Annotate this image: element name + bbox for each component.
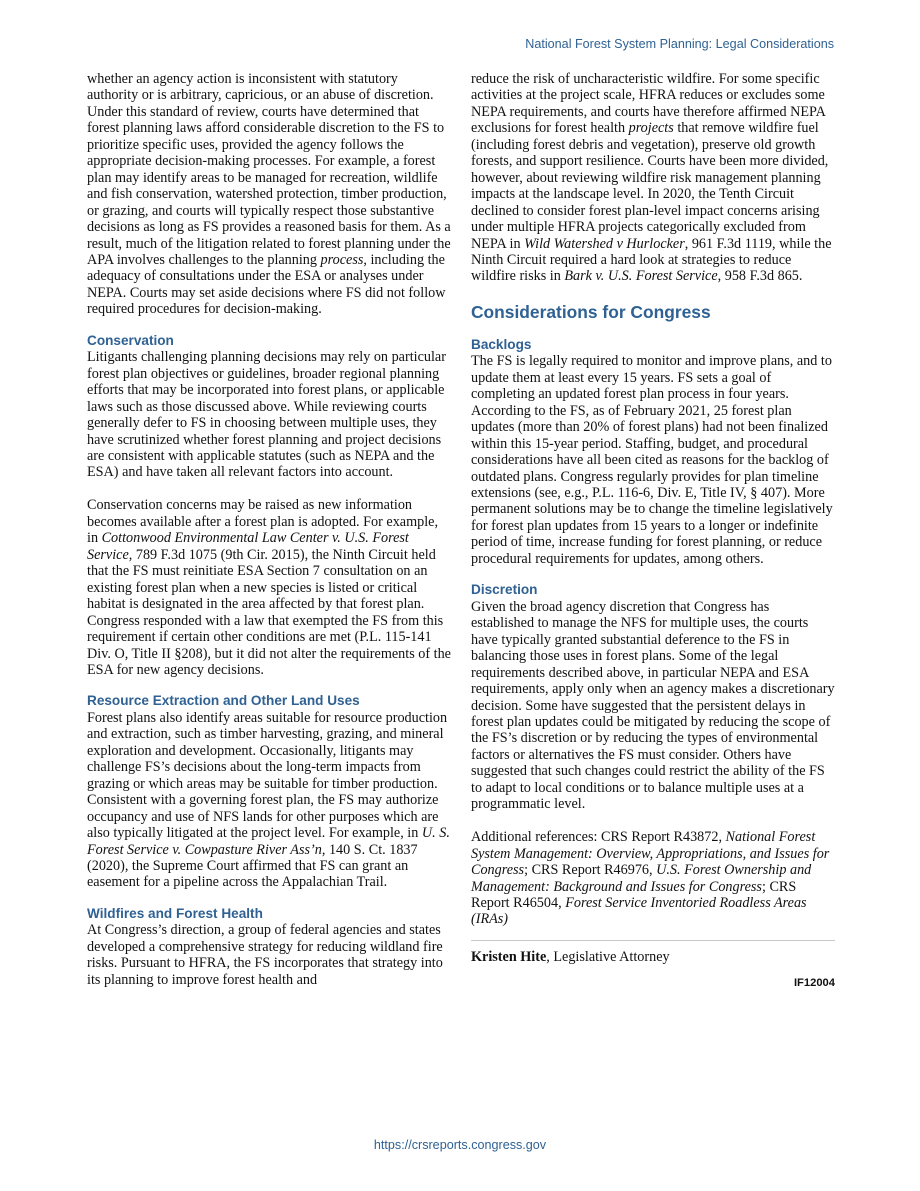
conservation-paragraph-2: [87, 497, 451, 678]
author-name: Kristen Hite: [471, 948, 547, 965]
author-line: [471, 949, 835, 965]
resource-paragraph: [87, 710, 451, 891]
text-span: reduce the risk of uncharacteristic wildfire. For some specific activities at the project scale, HFRA reduces or excludes some NEPA requirements, and courts have therefore affirmed NEPA exclusions for forest health: [471, 71, 826, 137]
backlogs-paragraph: The FS is legally required to monitor and improve plans, and to update them at least every 15 years. FS sets a goal of completing an updated forest plan process in four years. According to the FS, as of February 2021, 25 forest plan updates (more than 20% of forest plans) had not been finalized within this 15-year period. Staffing, budget, and procedural considerations have all been cited as reasons for the backlog of outdated plans. Congress regularly provides for plan timeline extensions (see, e.g., P.L. 116-6, Div. E, Title IV, § 407). More permanent solutions may be to change the timeline legislatively for forest plan updates from 15 years to a longer or indefinite period of time, increase funding for forest planning, or reduce procedural requirements for updates, among others.: [471, 353, 833, 567]
wildfires-heading: Wildfires and Forest Health: [87, 905, 263, 921]
document-id: IF12004: [793, 977, 835, 990]
case-citation: U. S. Forest Service v. Cowpasture River Ass’n: [87, 825, 450, 858]
references-paragraph: [471, 829, 835, 928]
text-span: , 961 F.3d 1119, while the Ninth Circuit required a hard look at strategies to reduce wildfire risks in: [471, 235, 832, 285]
case-citation: Wild Watershed v Hurlocker: [524, 235, 685, 252]
conservation-paragraph-1: Litigants challenging planning decisions may rely on particular forest plan objectives or guidelines, broader regional planning efforts that may be incorporated into forest plans, or applicable laws such as those discussed above. While reviewing courts generally defer to FS in choosing between multiple uses, they have scrutinized whether forest planning and project decisions are consistent with applicable statutes (such as NEPA and the ESA) and have taken all relevant factors into account.: [87, 349, 446, 481]
conservation-heading: Conservation: [87, 332, 174, 348]
left-column: [87, 71, 451, 988]
wildfires-paragraph: At Congress’s direction, a group of federal agencies and states developed a comprehensive strategy for reducing wildland fire risks. Pursuant to HFRA, the FS incorporates that strategy into its planning to improve forest health and: [87, 922, 443, 988]
discretion-heading: Discretion: [471, 582, 538, 598]
report-title: Forest Service Inventoried Roadless Areas (IRAs): [471, 894, 807, 928]
divider: [471, 940, 835, 941]
text-span: Additional references: CRS Report R43872,: [471, 829, 726, 846]
italic-span: projects: [628, 120, 674, 137]
intro-end: , including the adequacy of consultations under the ESA or analyses under NEPA. Courts may set aside decisions where FS did not follow required procedures for decision-making.: [87, 251, 446, 318]
right-column: [471, 71, 835, 992]
text-span: , 958 F.3d 865.: [717, 268, 803, 285]
intro-text: whether an agency action is inconsistent with statutory authority or is arbitrary, capricious, or an abuse of discretion. Under this standard of review, courts have determined that forest planning laws afford considerable discretion to the FS to prioritize specific uses, provided the agency follows the appropriate decision-making processes. For example, a forest plan may identify areas to be managed for recreation, wildlife and fish conservation, watershed protection, timber production, or grazing, and courts will typically respect those substantive decisions as long as FS provides a reasoned basis for them. As a result, much of the litigation related to forest planning under the APA involves challenges to the planning: [87, 71, 451, 268]
wildfires-continued-paragraph: [471, 71, 835, 285]
intro-paragraph: [87, 71, 451, 318]
case-citation: Bark v. U.S. Forest Service: [564, 268, 718, 285]
text-span: , 789 F.3d 1075 (9th Cir. 2015), the Ninth Circuit held that the FS must reinitiate ESA Section 7 consultation on an existing forest plan when a new species is listed or critical habitat is designated in the area affected by that forest plan. Congress responded with a law that exempted the FS from this requirement if certain other conditions are met (P.L. 115-141 Div. O, Title II §208), but it did not alter the requirements of the ESA for new agency decisions.: [87, 546, 451, 678]
text-span: , 140 S. Ct. 1837 (2020), the Supreme Court affirmed that FS can grant an easement for a pipeline across the Appalachian Trail.: [87, 841, 418, 891]
text-span: that remove wildfire fuel (including forest debris and vegetation), preserve old growth forests, and support resilience. Courts have been more divided, however, about reviewing wildfire risk management planning impacts at the landscape level. In 2020, the Tenth Circuit declined to consider forest plan-level impact concerns arising under multiple HFRA projects categorically excluded from NEPA in: [471, 120, 829, 252]
text-span: Conservation concerns may be raised as new information becomes available after a forest plan is adopted. For example, in: [87, 497, 439, 547]
footer-url[interactable]: https://crsreports.congress.gov: [373, 1138, 547, 1152]
text-span: Forest plans also identify areas suitable for resource production and extraction, such as timber harvesting, grazing, and mineral exploration and development. Occasionally, litigants may challenge FS’s decisions about the long-term impacts from grazing or which areas may be suitable for timber production. Consistent with a governing forest plan, the FS may authorize occupancy and use of NFS lands for other purposes which are also typically litigated at the project level. For example, in: [87, 709, 448, 842]
page-header-title: National Forest System Planning: Legal Considerations: [525, 37, 834, 51]
author-title: , Legislative Attorney: [546, 948, 670, 965]
case-citation: Cottonwood Environmental Law Center v. U.S. Forest Service: [87, 530, 409, 563]
text-span: ; CRS Report R46504,: [471, 878, 797, 911]
text-span: ; CRS Report R46976,: [524, 862, 657, 879]
resource-heading: Resource Extraction and Other Land Uses: [87, 693, 360, 709]
backlogs-heading: Backlogs: [471, 336, 532, 352]
considerations-heading: Considerations for Congress: [471, 301, 711, 322]
intro-italic: process: [320, 251, 364, 268]
report-title: U.S. Forest Ownership and Management: Background and Issues for Congress: [471, 862, 812, 895]
discretion-paragraph: Given the broad agency discretion that Congress has established to manage the NFS for multiple uses, the courts have typically granted substantial deference to the FS in balancing those uses in forest plans. Some of the legal requirements described above, in particular NEPA and ESA requirements, apply only when an agency makes a discretionary decision. Some have suggested that the persistent delays in forest plan updates could be mitigated by reducing the scope of the FS’s discretion or by reducing the types of environmental factors or alternatives the FS must consider. Others have suggested that such changes could restrict the ability of the FS to adapt to local conditions or to balance multiple uses at a programmatic level.: [471, 598, 835, 813]
report-title: National Forest System Management: Overview, Appropriations, and Issues for Congress: [471, 829, 830, 879]
